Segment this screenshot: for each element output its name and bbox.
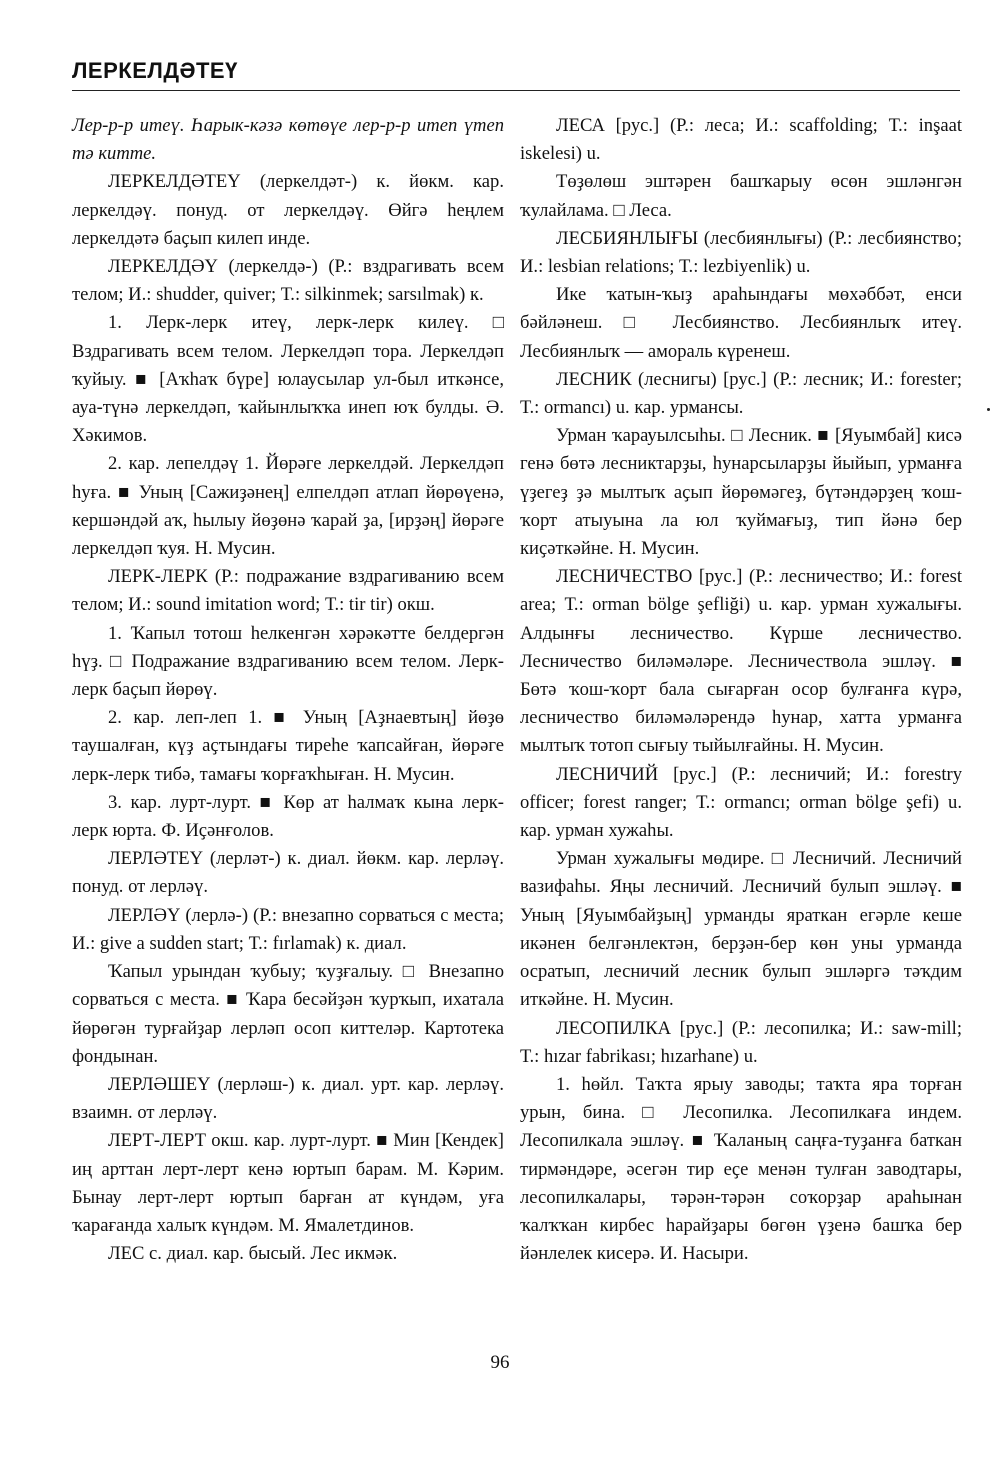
entry: ЛЕСНИЧИЙ [рус.] (Р.: лесничий; И.: forestry officer; forest ranger; Т.: ormancı; orman bölge şefi) u. кар. урман хужаһы. (520, 763, 962, 842)
stray-mark (987, 408, 990, 411)
entry: ЛЕРТ-ЛЕРТ окш. кар. лурт-лурт. ■ Мин [Кендек] иң арттан лерт-лерт кенә юртып барам. М. Кәрим. Бынау лерт-лерт юртып барған ат күндәм, уға ҡарағанда халыҡ күндәм. М. Ямалетдинов. (72, 1130, 504, 1236)
entry: ЛЕСБИЯНЛЫҒЫ (лесбиянлығы) (Р.: лесбиянство; И.: lesbian relations; Т.: lezbiyenlik) u. (520, 227, 962, 278)
entry: ЛЕСА [рус.] (Р.: леса; И.: scaffolding; Т.: inşaat iskelesi) u. (520, 115, 962, 165)
header-rule (72, 90, 960, 91)
right-column (520, 112, 962, 1268)
entry: ЛЕРЛӘҮ (лерлә-) (Р.: внезапно сорваться с места; И.: give a sudden start; Т.: fırlamak) к. диал. (72, 904, 504, 954)
entry: ЛЕС с. диал. кар. бысый. Лес икмәк. (108, 1243, 398, 1265)
running-head: ЛЕРКЕЛДӘТЕҮ (72, 58, 238, 83)
entry: ЛЕСНИЧЕСТВО [рус.] (Р.: лесничество; И.: forest area; Т.: orman bölge şefliği) u. кар. урман хужалығы. Алдынғы лесничество. Күрше лесничество. Лесничество биләмәләре. Лесничествола эшләү. ■ Бөтә ҡош-ҡорт бала сығарған осор булғанға күрә, лесничество биләмәләрендә һунар, хатта урманға мылтыҡ тотоп сығыу тыйылғайны. Н. Мусин. (520, 566, 962, 757)
page-number: 96 (490, 1352, 510, 1373)
entry: 3. кар. лурт-лурт. ■ Көр ат һалмаҡ кына лерк-лерк юрта. Ф. Иҫәнғолов. (72, 791, 504, 842)
entry: 1. Ҡапыл тотош һелкенгән хәрәкәтте белдергән һүҙ. □ Подражание вздрагиванию всем телом. Лерк-лерк баҫып йөрөү. (72, 622, 504, 701)
entry: 2. кар. леп-леп 1. ■ Уның [Аҙнаевтың] йөҙө таушалған, күҙ аҫтындағы тиреһе ҡапсайған, йөрәге лерк-лерк тибә, тамағы ҡорғаҡһыған. Н. Мусин. (72, 707, 504, 785)
entry: Ике ҡатын-ҡыҙ араһындағы мөхәббәт, енси бәйләнеш. □ Лесбиянство. Лесбиянлыҡ итеү. Лесбиянлыҡ — амораль күренеш. (520, 284, 962, 362)
entry: ЛЕРЛӘТЕҮ (лерләт-) к. диал. йөкм. кар. лерләү. понуд. от лерләү. (72, 848, 504, 898)
entry: ЛЕРКЕЛДӘТЕҮ (леркелдәт-) к. йөкм. кар. леркелдәү. понуд. от леркелдәү. Өйгә һеңлем леркелдәтә баҫып килеп инде. (72, 171, 504, 249)
entry: Лер-р-р итеү. Һарык-кәзә көтөүе лер-р-р итеп үтеп тә китте. (72, 115, 504, 165)
entry: ЛЕРЛӘШЕҮ (лерләш-) к. диал. урт. кар. лерләү. взаимн. от лерләү. (72, 1073, 504, 1124)
entry: Урман хужалығы мөдире. □ Лесничий. Лесничий вазифаһы. Яңы лесничий. Лесничий булып эшләү. ■ Уның [Яуымбайҙың] урманды яраткан егәрле кеше икәнен белгәнлектән, берҙән-бер көн уны урманда осратып, лесничий лесник булып эшләргә тәҡдим иткәйне. Н. Мусин. (520, 848, 962, 1011)
entry: ЛЕРКЕЛДӘҮ (леркелдә-) (Р.: вздрагивать всем телом; И.: shudder, quiver; Т.: silkinmek; sarsılmak) к. (72, 256, 504, 306)
entry: Урман ҡарауылсыһы. □ Лесник. ■ [Яуымбай] кисә генә бөтә лесниктарҙы, һунарсыларҙы йыйып, урманға үҙегеҙ ҙә мылтыҡ аҫып йөрөмәгеҙ, бүтәндәрҙең ҡош-ҡорт атыуына ла юл ҡуймағыҙ, тип йәнә бер киҫәткәйне. Н. Мусин. (520, 425, 962, 560)
entry: 1. Лерк-лерк итеү, лерк-лерк килеү. □ Вздрагивать всем телом. Леркелдәп тора. Леркелдәп ҡуйыу. ■ [Аҡһаҡ бүре] юлаусылар ул-был иткәнсе, ауа-түнә леркелдәп, ҡайынлыҡҡа инеп юҡ булды. Ә. Хәкимов. (72, 312, 504, 447)
entry: 2. кар. лепелдәү 1. Йөрәге леркелдәй. Леркелдәп һуға. ■ Уның [Сажиҙәнең] елпелдәп атлап йөрөүенә, кершәндәй аҡ, һылыу йөҙөнә ҡарай ҙа, [ирҙәң] йөрәге леркелдәп ҡуя. Н. Мусин. (72, 453, 504, 560)
entry: Төҙөлөш эштәрен башҡарыу өсөн эшләнгән ҡулайлама. □ Леса. (520, 171, 962, 221)
entry: ЛЕСОПИЛКА [рус.] (Р.: лесопилка; И.: saw-mill; Т.: hızar fabrikası; hızarhane) u. (520, 1017, 962, 1067)
left-column (72, 112, 504, 1268)
entry: ЛЕСНИК (леснигы) [рус.] (Р.: лесник; И.: forester; Т.: ormancı) u. кар. урмансы. (520, 368, 962, 419)
entry: 1. һөйл. Таҡта ярыу заводы; таҡта яра торған урын, бина. □ Лесопилка. Лесопилкаға индем. Лесопилкала эшләү. ■ Ҡаланың саңға-туҙанға баткан тирмәндәре, әсегән тир еҫе менән тулған заводтары, лесопилкалары, тәрән-тәрән соҡорҙар араһынан ҡалҡҡан кирбес һарайҙары бөгөн үҙенә башҡа бер йәнлелек кисерә. И. Насыри. (520, 1073, 962, 1265)
entry: ЛЕРК-ЛЕРК (Р.: подражание вздрагиванию всем телом; И.: sound imitation word; Т.: tir tir) окш. (72, 566, 504, 616)
entry: Ҡапыл урындан ҡубыу; ҡуҙғалыу. □ Внезапно сорваться с места. ■ Ҡара бесәйҙән ҡурҡып, ихатала йөрөгән турғайҙар лерләп осоп киттеләр. Картотека фондынан. (72, 961, 504, 1067)
